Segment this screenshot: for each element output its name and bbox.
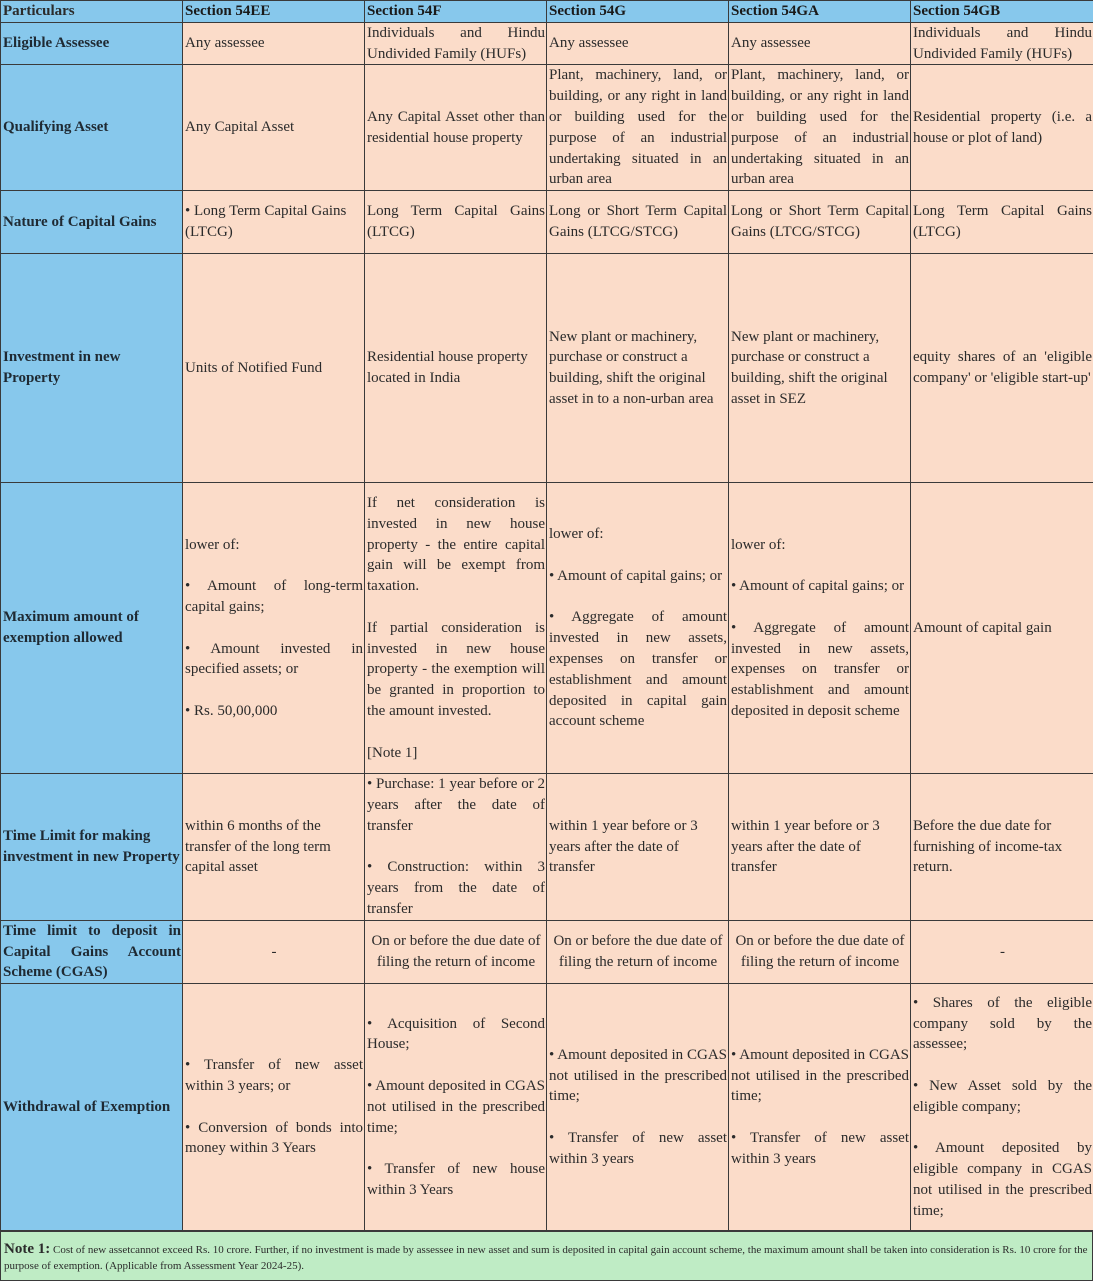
bullet: • Transfer of new house within 3 Years <box>367 1159 545 1201</box>
row-time-limit-cgas <box>1 920 1093 983</box>
para: lower of: <box>731 535 909 556</box>
cell-54ee: within 6 months of the transfer of the long term capital asset <box>183 774 365 921</box>
row-label: Nature of Capital Gains <box>1 191 183 254</box>
cell-54ee <box>183 984 365 1231</box>
row-time-limit-investment <box>1 774 1093 921</box>
cell-54g: Long or Short Term Capital Gains (LTCG/STCG) <box>547 191 729 254</box>
cell-54g <box>547 483 729 774</box>
row-eligible-assessee <box>1 22 1093 65</box>
cell-54ga <box>729 984 911 1231</box>
bullet: • Aggregate of amount invested in new assets, expenses on transfer or establishment and amount deposited in deposit scheme <box>731 618 909 722</box>
cell-54f <box>365 984 547 1231</box>
footnote-text: Cost of new assetcannot exceed Rs. 10 crore. Further, if no investment is made by assessee in new asset and sum is deposited in capital gain account scheme, the maximum amount shall be taken into consideration is Rs. 10 crore for the purpose of exemption. (Applicable from Assessment Year 2024-25). <box>4 1244 1088 1272</box>
cell-54ee: • Long Term Capital Gains (LTCG) <box>183 191 365 254</box>
cell-54f <box>365 483 547 774</box>
row-label: Time limit to deposit in Capital Gains Account Scheme (CGAS) <box>1 920 183 983</box>
cell-54ga: New plant or machinery, purchase or construct a building, shift the original asset in SEZ <box>729 254 911 483</box>
bullet: • Purchase: 1 year before or 2 years after the date of transfer <box>367 774 545 836</box>
bullet: • Amount deposited by eligible company in CGAS not utilised in the prescribed time; <box>913 1138 1092 1221</box>
bullet: • Amount invested in specified assets; or <box>185 639 363 681</box>
cell-54ee: Units of Notified Fund <box>183 254 365 483</box>
row-label: Time Limit for making investment in new Property <box>1 774 183 921</box>
bullet: • Conversion of bonds into money within 3 Years <box>185 1118 363 1160</box>
para: If partial consideration is invested in new house property - the exemption will be granted in proportion to the amount invested. <box>367 618 545 722</box>
header-section-54g: Section 54G <box>547 1 729 23</box>
bullet: • Amount deposited in CGAS not utilised in the prescribed time; <box>731 1045 909 1107</box>
row-withdrawal <box>1 984 1093 1231</box>
cell-54ga: On or before the due date of filing the return of income <box>729 920 911 983</box>
cell-54gb: Amount of capital gain <box>911 483 1093 774</box>
header-particulars: Particulars <box>1 1 183 23</box>
bullet: • Amount of long-term capital gains; <box>185 576 363 618</box>
row-label: Qualifying Asset <box>1 65 183 191</box>
cell-54ee: Any assessee <box>183 22 365 65</box>
header-row <box>1 1 1093 23</box>
cell-54g: within 1 year before or 3 years after the date of transfer <box>547 774 729 921</box>
cell-54gb: Residential property (i.e. a house or plot of land) <box>911 65 1093 191</box>
cell-54f: Any Capital Asset other than residential house property <box>365 65 547 191</box>
bullet: • Aggregate of amount invested in new assets, expenses on transfer or establishment and amount deposited in capital gain account scheme <box>549 607 727 732</box>
cell-54gb: equity shares of an 'eligible company' or 'eligible start-up' <box>911 254 1093 483</box>
bullet: • Amount of capital gains; or <box>549 566 727 587</box>
cell-54ee: Any Capital Asset <box>183 65 365 191</box>
para: lower of: <box>185 535 363 556</box>
bullet: • New Asset sold by the eligible company; <box>913 1076 1092 1118</box>
cell-54g: Plant, machinery, land, or building, or any right in land or building used for the purpose of an industrial undertaking situated in an urban area <box>547 65 729 191</box>
cell-54gb: - <box>911 920 1093 983</box>
cell-54g <box>547 984 729 1231</box>
para: lower of: <box>549 524 727 545</box>
header-section-54gb: Section 54GB <box>911 1 1093 23</box>
header-section-54f: Section 54F <box>365 1 547 23</box>
cell-54ga: within 1 year before or 3 years after the date of transfer <box>729 774 911 921</box>
row-label: Withdrawal of Exemption <box>1 984 183 1231</box>
cell-54f: Long Term Capital Gains (LTCG) <box>365 191 547 254</box>
row-label: Maximum amount of exemption allowed <box>1 483 183 774</box>
row-nature-of-gains <box>1 191 1093 254</box>
cell-54ee <box>183 483 365 774</box>
row-qualifying-asset <box>1 65 1093 191</box>
cell-54f: Individuals and Hindu Undivided Family (HUFs) <box>365 22 547 65</box>
bullet: • Amount of capital gains; or <box>731 576 909 597</box>
cell-54g: On or before the due date of filing the return of income <box>547 920 729 983</box>
cell-54ga: Any assessee <box>729 22 911 65</box>
bullet: • Transfer of new asset within 3 years <box>731 1128 909 1170</box>
row-label: Eligible Assessee <box>1 22 183 65</box>
bullet: • Transfer of new asset within 3 years; or <box>185 1055 363 1097</box>
cell-54ga: Long or Short Term Capital Gains (LTCG/STCG) <box>729 191 911 254</box>
cell-54gb <box>911 984 1093 1231</box>
row-maximum-exemption <box>1 483 1093 774</box>
cell-54f: On or before the due date of filing the return of income <box>365 920 547 983</box>
cell-54ga: Plant, machinery, land, or building, or any right in land or building used for the purpose of an industrial undertaking situated in an urban area <box>729 65 911 191</box>
cell-54f <box>365 774 547 921</box>
cell-54g: Any assessee <box>547 22 729 65</box>
cell-54ee: - <box>183 920 365 983</box>
cell-54gb: Before the due date for furnishing of income-tax return. <box>911 774 1093 921</box>
note-ref: [Note 1] <box>367 743 545 764</box>
bullet: • Acquisition of Second House; <box>367 1014 545 1056</box>
bullet: • Transfer of new asset within 3 years <box>549 1128 727 1170</box>
row-investment <box>1 254 1093 483</box>
bullet: • Shares of the eligible company sold by the assessee; <box>913 993 1092 1055</box>
cell-54gb: Individuals and Hindu Undivided Family (HUFs) <box>911 22 1093 65</box>
header-section-54ga: Section 54GA <box>729 1 911 23</box>
bullet: • Rs. 50,00,000 <box>185 701 363 722</box>
bullet: • Construction: within 3 years from the date of transfer <box>367 857 545 919</box>
cell-54f: Residential house property located in India <box>365 254 547 483</box>
footnote-title: Note 1: <box>4 1241 50 1257</box>
cell-54gb: Long Term Capital Gains (LTCG) <box>911 191 1093 254</box>
footnote <box>0 1231 1093 1281</box>
bullet: • Amount deposited in CGAS not utilised in the prescribed time; <box>549 1045 727 1107</box>
para: If net consideration is invested in new house property - the entire capital gain will be exempt from taxation. <box>367 493 545 597</box>
bullet: • Amount deposited in CGAS not utilised in the prescribed time; <box>367 1076 545 1138</box>
cell-54ga <box>729 483 911 774</box>
row-label: Investment in new Property <box>1 254 183 483</box>
cell-54g: New plant or machinery, purchase or construct a building, shift the original asset in to a non-urban area <box>547 254 729 483</box>
header-section-54ee: Section 54EE <box>183 1 365 23</box>
